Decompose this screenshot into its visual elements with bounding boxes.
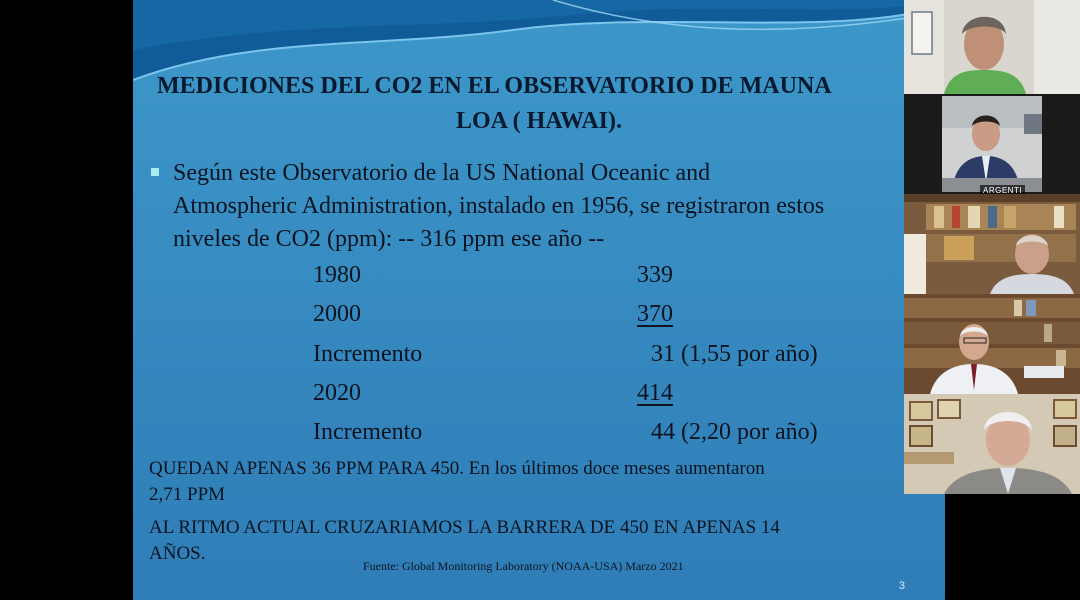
slide-title-line-2: LOA ( HAWAI). bbox=[455, 108, 623, 134]
table-row-label: 2020 bbox=[313, 380, 361, 406]
note-1-line-1: QUEDAN APENAS 36 PPM PARA 450. En los últimos doce meses aumentaron bbox=[149, 458, 765, 479]
participant-3-image bbox=[904, 194, 1080, 294]
note-remaining-ppm bbox=[149, 456, 929, 508]
table-row-value: 370 bbox=[637, 301, 673, 327]
table-row-label: 1980 bbox=[313, 262, 361, 288]
table-row-label: 2000 bbox=[313, 301, 361, 327]
bullet-line-3: niveles de CO2 (ppm): -- 316 ppm ese año -- bbox=[173, 226, 605, 252]
participant-video-3[interactable] bbox=[904, 194, 1080, 294]
bullet-text bbox=[173, 157, 933, 256]
table-row-value: 44 (2,20 por año) bbox=[651, 419, 818, 445]
participant-video-1[interactable] bbox=[904, 0, 1080, 94]
participant-4-image bbox=[904, 294, 1080, 394]
table-row-value: 414 bbox=[637, 380, 673, 406]
note-1-line-2: 2,71 PPM bbox=[149, 484, 226, 505]
bullet-square-icon bbox=[151, 168, 159, 176]
bullet-line-2: Atmospheric Administration, instalado en 1956, se registraron estos bbox=[173, 193, 825, 219]
note-2-line-1: AL RITMO ACTUAL CRUZARIAMOS LA BARRERA DE 450 EN APENAS 14 bbox=[149, 517, 780, 538]
presentation-slide bbox=[133, 0, 945, 600]
note-2-line-2: AÑOS. bbox=[149, 543, 206, 564]
slide-number: 3 bbox=[898, 580, 905, 592]
slide-source: Fuente: Global Monitoring Laboratory (NOAA-USA) Marzo 2021 bbox=[363, 559, 684, 573]
participant-video-2[interactable] bbox=[904, 94, 1080, 194]
bullet-line-1: Según este Observatorio de la US National Oceanic and bbox=[173, 160, 711, 186]
table-row-label: Incremento bbox=[313, 341, 423, 367]
participant-video-5[interactable] bbox=[904, 394, 1080, 494]
participant-1-image bbox=[904, 0, 1080, 94]
participant-5-image bbox=[904, 394, 1080, 494]
table-row-value: 339 bbox=[637, 262, 673, 288]
participant-2-image bbox=[904, 94, 1080, 194]
table-row-label: Incremento bbox=[313, 419, 423, 445]
table-row-value: 31 (1,55 por año) bbox=[651, 341, 818, 367]
slide-title-line-1: MEDICIONES DEL CO2 EN EL OBSERVATORIO DE MAUNA bbox=[157, 73, 832, 99]
participant-video-4[interactable] bbox=[904, 294, 1080, 394]
participant-2-nameplate: ARGENTI bbox=[980, 185, 1025, 194]
